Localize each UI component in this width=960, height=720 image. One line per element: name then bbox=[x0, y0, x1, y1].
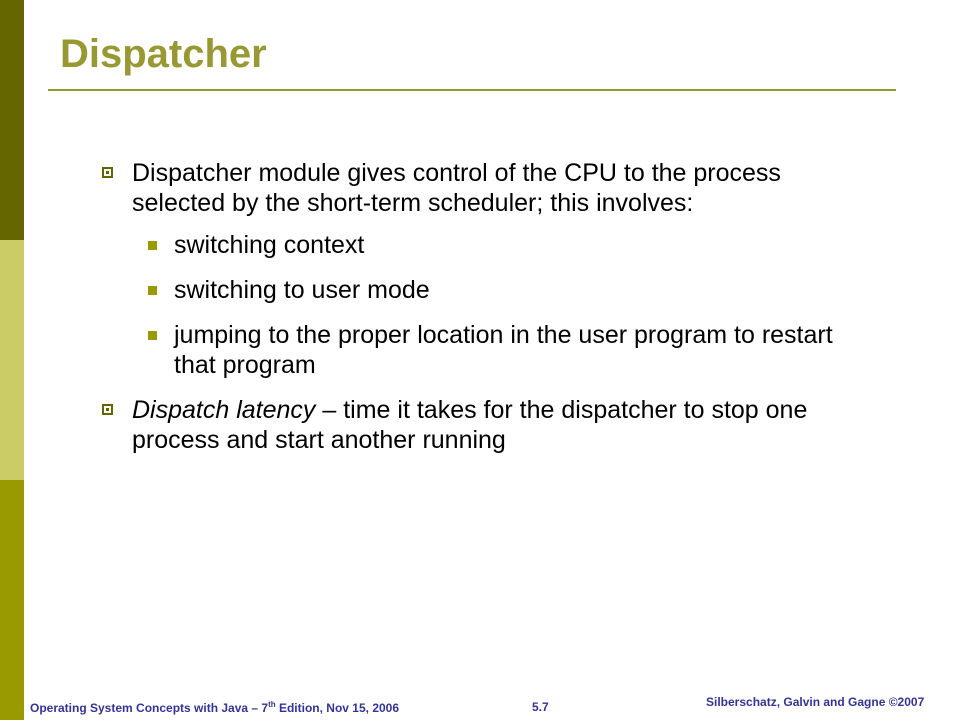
bullet-item bbox=[100, 158, 840, 380]
footer-edition-date: Edition, Nov 15, 2006 bbox=[275, 701, 400, 715]
sub-bullet-text: jumping to the proper location in the user program to restart that program bbox=[174, 321, 833, 379]
filled-square-bullet-icon bbox=[148, 286, 157, 295]
sub-bullet-text: switching context bbox=[174, 231, 365, 259]
square-bullet-icon bbox=[102, 404, 113, 415]
slide-title: Dispatcher bbox=[60, 32, 267, 76]
sidebar-band-bottom bbox=[0, 480, 24, 720]
slide-content bbox=[100, 158, 840, 467]
sub-bullet-item bbox=[144, 320, 840, 380]
footer-book-title bbox=[30, 700, 399, 715]
bullet-text: Dispatcher module gives control of the CPU to the process selected by the short-term scheduler; this involves: bbox=[132, 159, 781, 217]
sub-bullet-item bbox=[144, 275, 840, 305]
footer-authors: Silberschatz, Galvin and Gagne ©2007 bbox=[706, 695, 925, 709]
sub-bullet-text: switching to user mode bbox=[174, 276, 430, 304]
sub-bullet-list bbox=[144, 230, 840, 380]
sidebar-band-middle bbox=[0, 240, 24, 480]
filled-square-bullet-icon bbox=[148, 241, 157, 250]
sub-bullet-item bbox=[144, 230, 840, 260]
bullet-term: Dispatch latency bbox=[132, 396, 316, 424]
footer-edition-superscript: th bbox=[268, 700, 276, 709]
bullet-item bbox=[100, 395, 840, 455]
title-underline bbox=[48, 89, 896, 91]
square-bullet-icon bbox=[102, 167, 113, 178]
footer-book-title-text: Operating System Concepts with Java – 7 bbox=[30, 701, 269, 715]
bullet-text: – time it takes for the dispatcher to stop one process and start another running bbox=[132, 396, 808, 454]
filled-square-bullet-icon bbox=[148, 331, 157, 340]
page-number: 5.7 bbox=[532, 700, 549, 714]
sidebar-band-top bbox=[0, 0, 24, 240]
